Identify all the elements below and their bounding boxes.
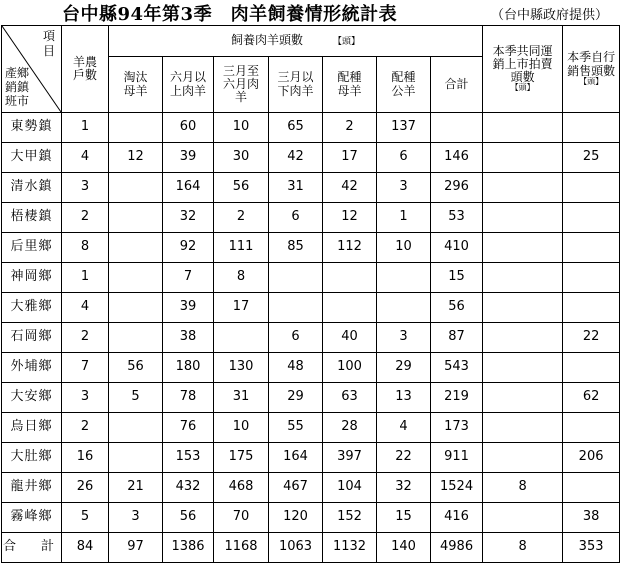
cell-under3: 467 xyxy=(269,473,323,503)
cell-total: 296 xyxy=(431,173,483,203)
cell-self xyxy=(563,353,620,383)
cell-name: 合 計 xyxy=(2,533,62,563)
cell-under3: 65 xyxy=(269,113,323,143)
header-feeding-unit: 【頭】 xyxy=(333,37,361,48)
header-self-text: 本季自行銷售頭數 xyxy=(567,50,616,78)
cell-ewe: 17 xyxy=(323,143,377,173)
cell-m3to6: 56 xyxy=(214,173,269,203)
header-self-unit: 【頭】 xyxy=(579,76,604,86)
cell-under3: 42 xyxy=(269,143,323,173)
cell-m3to6: 1168 xyxy=(214,533,269,563)
cell-ewe: 397 xyxy=(323,443,377,473)
cell-self xyxy=(563,113,620,143)
cell-over6: 76 xyxy=(163,413,214,443)
cell-households: 5 xyxy=(62,503,109,533)
cell-households: 2 xyxy=(62,323,109,353)
cell-over6: 39 xyxy=(163,143,214,173)
cell-name: 大安鄉 xyxy=(2,383,62,413)
header-col-over6 xyxy=(163,57,214,113)
cell-self: 62 xyxy=(563,383,620,413)
cell-ram: 4 xyxy=(377,413,431,443)
cell-ram: 22 xyxy=(377,443,431,473)
cell-households: 4 xyxy=(62,143,109,173)
cell-total: 173 xyxy=(431,413,483,443)
cell-name: 東勢鎮 xyxy=(2,113,62,143)
header-col-ewe xyxy=(323,57,377,113)
cell-joint xyxy=(483,143,563,173)
cell-name: 烏日鄉 xyxy=(2,413,62,443)
corner-top-2: 目 xyxy=(42,44,55,58)
cell-joint xyxy=(483,233,563,263)
cell-ewe: 112 xyxy=(323,233,377,263)
cell-total: 87 xyxy=(431,323,483,353)
cell-m3to6: 468 xyxy=(214,473,269,503)
cell-cull xyxy=(109,443,163,473)
table-row xyxy=(2,233,620,263)
cell-ewe xyxy=(323,293,377,323)
cell-households: 16 xyxy=(62,443,109,473)
cell-total: 56 xyxy=(431,293,483,323)
cell-name: 石岡鄉 xyxy=(2,323,62,353)
header-col-ram-text: 配種公羊 xyxy=(391,70,416,98)
table-row xyxy=(2,413,620,443)
cell-cull: 21 xyxy=(109,473,163,503)
cell-under3: 48 xyxy=(269,353,323,383)
cell-under3: 31 xyxy=(269,173,323,203)
cell-total: 911 xyxy=(431,443,483,473)
cell-self xyxy=(563,263,620,293)
cell-name: 梧棲鎮 xyxy=(2,203,62,233)
cell-ewe: 104 xyxy=(323,473,377,503)
cell-self xyxy=(563,233,620,263)
header-self-sales xyxy=(563,26,620,113)
table-row xyxy=(2,113,620,143)
cell-m3to6: 30 xyxy=(214,143,269,173)
cell-name: 大甲鎮 xyxy=(2,143,62,173)
cell-cull: 3 xyxy=(109,503,163,533)
cell-households: 3 xyxy=(62,383,109,413)
header-col-under3-text: 三月以下肉羊 xyxy=(277,70,314,98)
table-title: 台中縣94年第3季 肉羊飼養情形統計表 xyxy=(62,4,398,25)
cell-ewe: 40 xyxy=(323,323,377,353)
table-row xyxy=(2,143,620,173)
cell-ram: 15 xyxy=(377,503,431,533)
cell-self: 206 xyxy=(563,443,620,473)
cell-m3to6: 130 xyxy=(214,353,269,383)
header-joint-unit: 【頭】 xyxy=(510,83,535,93)
cell-ram: 1 xyxy=(377,203,431,233)
cell-m3to6: 70 xyxy=(214,503,269,533)
cell-over6: 164 xyxy=(163,173,214,203)
cell-under3: 1063 xyxy=(269,533,323,563)
header-feeding-group xyxy=(109,26,483,57)
cell-m3to6: 10 xyxy=(214,113,269,143)
cell-joint xyxy=(483,323,563,353)
cell-over6: 78 xyxy=(163,383,214,413)
cell-ram: 3 xyxy=(377,323,431,353)
cell-over6: 180 xyxy=(163,353,214,383)
cell-self xyxy=(563,293,620,323)
cell-over6: 56 xyxy=(163,503,214,533)
cell-households: 1 xyxy=(62,263,109,293)
cell-m3to6 xyxy=(214,323,269,353)
header-col-under3 xyxy=(269,57,323,113)
cell-ewe: 42 xyxy=(323,173,377,203)
livestock-table xyxy=(1,25,620,563)
cell-m3to6: 111 xyxy=(214,233,269,263)
cell-ewe: 12 xyxy=(323,203,377,233)
cell-cull xyxy=(109,413,163,443)
cell-name: 外埔鄉 xyxy=(2,353,62,383)
cell-ram: 10 xyxy=(377,233,431,263)
cell-households: 26 xyxy=(62,473,109,503)
corner-bottom-label xyxy=(5,66,29,108)
header-col-ram xyxy=(377,57,431,113)
cell-households: 84 xyxy=(62,533,109,563)
cell-ram: 32 xyxy=(377,473,431,503)
title-bar xyxy=(0,0,620,24)
cell-self: 38 xyxy=(563,503,620,533)
header-households-text: 羊農戶數 xyxy=(72,54,97,82)
header-col-ewe-text: 配種母羊 xyxy=(337,70,362,98)
cell-ewe: 152 xyxy=(323,503,377,533)
cell-cull xyxy=(109,323,163,353)
corner-bottom-2: 銷鎮 xyxy=(5,80,30,94)
cell-total: 4986 xyxy=(431,533,483,563)
cell-ewe: 2 xyxy=(323,113,377,143)
cell-self xyxy=(563,173,620,203)
cell-joint xyxy=(483,443,563,473)
cell-over6: 92 xyxy=(163,233,214,263)
header-joint-text: 本季共同運銷上市拍賣頭數 xyxy=(492,43,553,85)
cell-joint xyxy=(483,203,563,233)
cell-m3to6: 8 xyxy=(214,263,269,293)
cell-total xyxy=(431,113,483,143)
cell-ram: 13 xyxy=(377,383,431,413)
corner-top-1: 項 xyxy=(42,29,55,43)
cell-cull xyxy=(109,233,163,263)
cell-m3to6: 10 xyxy=(214,413,269,443)
cell-under3: 85 xyxy=(269,233,323,263)
cell-cull: 56 xyxy=(109,353,163,383)
table-row xyxy=(2,443,620,473)
table-row xyxy=(2,173,620,203)
cell-self: 353 xyxy=(563,533,620,563)
cell-under3 xyxy=(269,263,323,293)
cell-cull xyxy=(109,293,163,323)
header-col-total-text: 合計 xyxy=(444,77,469,92)
table-row xyxy=(2,203,620,233)
cell-under3: 120 xyxy=(269,503,323,533)
cell-name: 大肚鄉 xyxy=(2,443,62,473)
cell-over6: 432 xyxy=(163,473,214,503)
cell-cull xyxy=(109,263,163,293)
table-row xyxy=(2,503,620,533)
cell-m3to6: 31 xyxy=(214,383,269,413)
cell-ewe: 100 xyxy=(323,353,377,383)
cell-households: 4 xyxy=(62,293,109,323)
header-joint-sales xyxy=(483,26,563,113)
cell-self xyxy=(563,203,620,233)
cell-ram: 140 xyxy=(377,533,431,563)
table-row xyxy=(2,323,620,353)
cell-households: 3 xyxy=(62,173,109,203)
header-col-cull-text: 淘汰母羊 xyxy=(123,70,148,98)
cell-name: 神岡鄉 xyxy=(2,263,62,293)
cell-joint: 8 xyxy=(483,473,563,503)
header-households xyxy=(62,26,109,113)
cell-under3: 55 xyxy=(269,413,323,443)
cell-total: 543 xyxy=(431,353,483,383)
cell-m3to6: 17 xyxy=(214,293,269,323)
cell-total: 410 xyxy=(431,233,483,263)
cell-name: 清水鎮 xyxy=(2,173,62,203)
cell-cull: 5 xyxy=(109,383,163,413)
cell-self xyxy=(563,413,620,443)
source-note: （台中縣政府提供） xyxy=(490,8,608,23)
cell-joint xyxy=(483,353,563,383)
header-col-3to6 xyxy=(214,57,269,113)
cell-joint xyxy=(483,173,563,203)
cell-name: 霧峰鄉 xyxy=(2,503,62,533)
cell-m3to6: 175 xyxy=(214,443,269,473)
corner-bottom-1: 產鄉 xyxy=(5,66,30,80)
cell-under3: 29 xyxy=(269,383,323,413)
table-row xyxy=(2,293,620,323)
cell-joint xyxy=(483,293,563,323)
table-body xyxy=(2,113,620,563)
total-row xyxy=(2,533,620,563)
cell-joint xyxy=(483,263,563,293)
cell-name: 龍井鄉 xyxy=(2,473,62,503)
cell-ram: 137 xyxy=(377,113,431,143)
cell-ewe xyxy=(323,263,377,293)
cell-cull xyxy=(109,173,163,203)
cell-ram: 29 xyxy=(377,353,431,383)
table-row xyxy=(2,383,620,413)
cell-joint xyxy=(483,503,563,533)
cell-over6: 1386 xyxy=(163,533,214,563)
cell-households: 7 xyxy=(62,353,109,383)
table-row xyxy=(2,353,620,383)
cell-ewe: 28 xyxy=(323,413,377,443)
table-row xyxy=(2,473,620,503)
cell-self: 25 xyxy=(563,143,620,173)
cell-ram: 6 xyxy=(377,143,431,173)
header-col-3to6-text: 三月至六月肉羊 xyxy=(222,63,259,105)
corner-header xyxy=(2,26,62,113)
cell-under3: 6 xyxy=(269,323,323,353)
cell-total: 416 xyxy=(431,503,483,533)
cell-ram xyxy=(377,293,431,323)
header-col-total xyxy=(431,57,483,113)
corner-top-label xyxy=(43,29,55,59)
cell-households: 2 xyxy=(62,203,109,233)
header-col-cull xyxy=(109,57,163,113)
cell-self: 22 xyxy=(563,323,620,353)
cell-households: 1 xyxy=(62,113,109,143)
cell-name: 大雅鄉 xyxy=(2,293,62,323)
cell-under3: 6 xyxy=(269,203,323,233)
cell-under3 xyxy=(269,293,323,323)
cell-total: 219 xyxy=(431,383,483,413)
cell-under3: 164 xyxy=(269,443,323,473)
cell-over6: 32 xyxy=(163,203,214,233)
corner-bottom-3: 班市 xyxy=(5,94,30,108)
cell-over6: 153 xyxy=(163,443,214,473)
cell-cull: 12 xyxy=(109,143,163,173)
cell-households: 2 xyxy=(62,413,109,443)
cell-ewe: 63 xyxy=(323,383,377,413)
cell-cull xyxy=(109,203,163,233)
header-col-over6-text: 六月以上肉羊 xyxy=(169,70,206,98)
cell-total: 146 xyxy=(431,143,483,173)
cell-total: 1524 xyxy=(431,473,483,503)
cell-over6: 39 xyxy=(163,293,214,323)
cell-name: 后里鄉 xyxy=(2,233,62,263)
cell-over6: 60 xyxy=(163,113,214,143)
cell-m3to6: 2 xyxy=(214,203,269,233)
cell-joint xyxy=(483,413,563,443)
cell-ram: 3 xyxy=(377,173,431,203)
cell-joint xyxy=(483,383,563,413)
cell-cull: 97 xyxy=(109,533,163,563)
cell-over6: 7 xyxy=(163,263,214,293)
cell-ram xyxy=(377,263,431,293)
cell-joint xyxy=(483,113,563,143)
table-row xyxy=(2,263,620,293)
cell-households: 8 xyxy=(62,233,109,263)
cell-ewe: 1132 xyxy=(323,533,377,563)
cell-over6: 38 xyxy=(163,323,214,353)
cell-total: 15 xyxy=(431,263,483,293)
header-feeding-text: 飼養肉羊頭數 xyxy=(231,33,304,48)
cell-cull xyxy=(109,113,163,143)
cell-joint: 8 xyxy=(483,533,563,563)
cell-total: 53 xyxy=(431,203,483,233)
cell-self xyxy=(563,473,620,503)
